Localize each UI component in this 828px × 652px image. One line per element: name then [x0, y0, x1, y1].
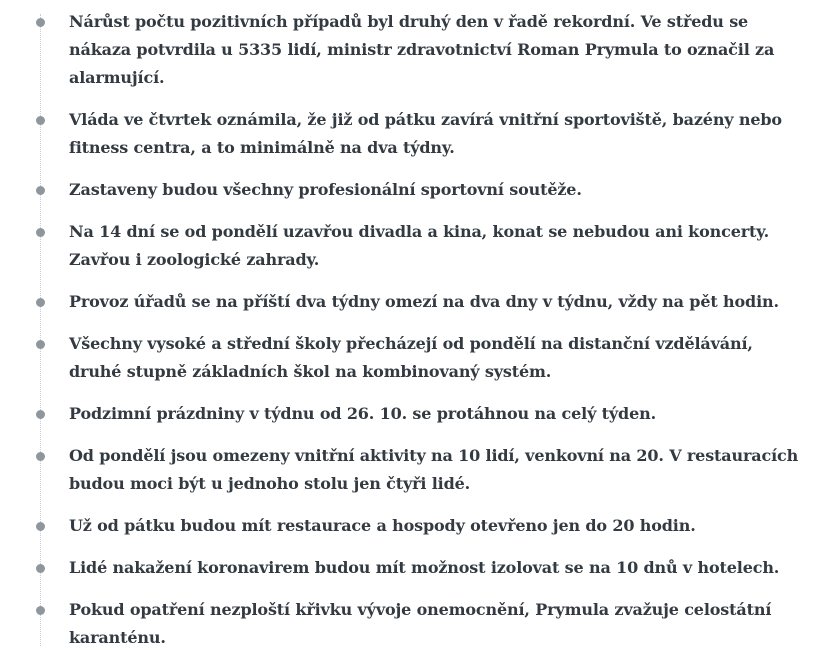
bullet-dot-icon — [36, 116, 45, 125]
list-item-text: Všechny vysoké a střední školy přecházejí od pondělí na distanční vzdělávání, druhé stupně základních škol na kombinovaný systém. — [69, 334, 753, 381]
list-item — [0, 8, 828, 92]
bullet-dot-icon — [36, 340, 45, 349]
list-item-text: Lidé nakažení koronavirem budou mít možnost izolovat se na 10 dnů v hotelech. — [69, 558, 780, 577]
list-item — [0, 400, 828, 428]
bullet-dot-icon — [36, 228, 45, 237]
bullet-dot-icon — [36, 18, 45, 27]
bullet-dot-icon — [36, 186, 45, 195]
list-item-text: Zastaveny budou všechny profesionální sportovní soutěže. — [69, 180, 582, 199]
list-item-text: Pokud opatření nezploští křivku vývoje onemocnění, Prymula zvažuje celostátní karanténu. — [69, 600, 772, 647]
list-item-text: Na 14 dní se od pondělí uzavřou divadla a kina, konat se nebudou ani koncerty. Zavřou i zoologické zahrady. — [69, 222, 769, 269]
list-item — [0, 176, 828, 204]
list-item — [0, 596, 828, 652]
bullet-dot-icon — [36, 564, 45, 573]
list-item-text: Provoz úřadů se na příští dva týdny omezí na dva dny v týdnu, vždy na pět hodin. — [69, 292, 779, 311]
list-item — [0, 218, 828, 274]
bullet-dot-icon — [36, 606, 45, 615]
list-item-text: Už od pátku budou mít restaurace a hospody otevřeno jen do 20 hodin. — [69, 516, 696, 535]
bullet-dot-icon — [36, 452, 45, 461]
list-item-text: Vláda ve čtvrtek oznámila, že již od pátku zavírá vnitřní sportoviště, bazény nebo fitness centra, a to minimálně na dva týdny. — [69, 110, 782, 157]
list-item-text: Od pondělí jsou omezeny vnitřní aktivity na 10 lidí, venkovní na 20. V restauracích budou moci být u jednoho stolu jen čtyři lidé. — [69, 446, 799, 493]
bullet-dot-icon — [36, 298, 45, 307]
list-item — [0, 512, 828, 540]
bullet-dot-icon — [36, 522, 45, 531]
list-item-text: Podzimní prázdniny v týdnu od 26. 10. se protáhnou na celý týden. — [69, 404, 657, 423]
list-item — [0, 288, 828, 316]
bullet-dot-icon — [36, 410, 45, 419]
list-item — [0, 106, 828, 162]
list-item — [0, 554, 828, 582]
list-item — [0, 330, 828, 386]
list-item — [0, 442, 828, 498]
list-item-text: Nárůst počtu pozitivních případů byl druhý den v řadě rekordní. Ve středu se nákaza potvrdila u 5335 lidí, ministr zdravotnictví Roman Prymula to označil za alarmující. — [69, 12, 775, 87]
news-bullet-list — [0, 8, 828, 652]
